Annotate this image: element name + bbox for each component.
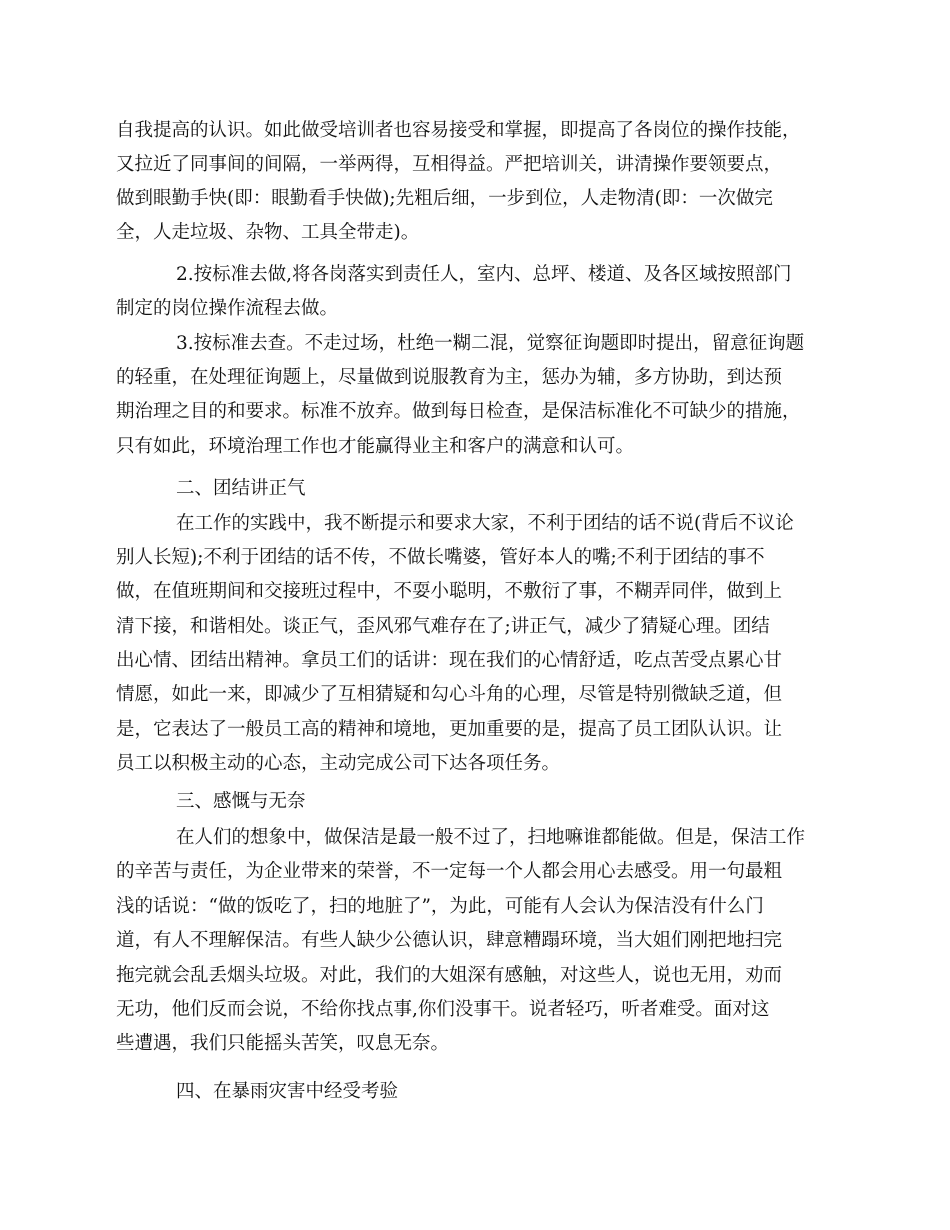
text-line: 制定的岗位操作流程去做。 — [116, 298, 339, 319]
text-line: 情愿，如此一来，即减少了互相猜疑和勾心斗角的心理，尽管是特别微缺乏道，但 — [116, 684, 783, 705]
text-line: 又拉近了同事间的间隔，一举两得，互相得益。严把培训关，讲清操作要领要点， — [116, 154, 783, 175]
text-line: 是，它表达了一般员工高的精神和境地，更加重要的是，提高了员工团队认识。让 — [116, 719, 783, 740]
text-line: 道，有人不理解保洁。有些人缺少公德认识，肆意糟蹋环境，当大姐们刚把地扫完 — [116, 930, 783, 951]
text-line: 浅的话说：“做的饭吃了，扫的地脏了”，为此，可能有人会认为保洁没有什么门 — [116, 896, 764, 917]
text-line: 别人长短);不利于团结的话不传，不做长嘴婆，管好本人的嘴;不利于团结的事不 — [116, 547, 765, 568]
text-line: 在人们的想象中，做保洁是最一般不过了，扫地嘛谁都能做。但是，保洁工作 — [176, 827, 806, 848]
text-line: 做，在值班期间和交接班过程中，不耍小聪明，不敷衍了事，不糊弄同伴，做到上 — [116, 581, 783, 602]
text-line: 无功，他们反而会说，不给你找点事,你们没事干。说者轻巧，听者难受。面对这 — [116, 999, 770, 1020]
text-line: 做到眼勤手快(即：眼勤看手快做);先粗后细，一步到位，人走物清(即：一次做完 — [116, 188, 773, 209]
text-line: 3.按标准去查。不走过场，杜绝一糊二混，觉察征询题即时提出，留意征询题 — [176, 333, 805, 354]
section-heading: 三、感慨与无奈 — [176, 791, 306, 812]
section-heading: 二、团结讲正气 — [176, 478, 306, 499]
text-line: 些遭遇，我们只能摇头苦笑，叹息无奈。 — [116, 1033, 450, 1054]
text-line: 2.按标准去做,将各岗落实到责任人，室内、总坪、楼道、及各区域按照部门 — [176, 264, 792, 285]
text-line: 的辛苦与责任，为企业带来的荣誉，不一定每一个人都会用心去感受。用一句最粗 — [116, 861, 783, 882]
text-line: 出心情、团结出精神。拿员工们的话讲：现在我们的心情舒适，吃点苦受点累心甘 — [116, 650, 783, 671]
text-line: 期治理之目的和要求。标准不放弃。做到每日检查，是保洁标准化不可缺少的措施， — [116, 401, 801, 422]
text-line: 自我提高的认识。如此做受培训者也容易接受和掌握，即提高了各岗位的操作技能， — [116, 120, 801, 141]
section-heading: 四、在暴雨灾害中经受考验 — [176, 1081, 399, 1102]
text-line: 清下接，和谐相处。谈正气，歪风邪气难存在了;讲正气，减少了猜疑心理。团结 — [116, 616, 770, 637]
text-line: 的轻重，在处理征询题上，尽量做到说服教育为主，惩办为辅，多方协助，到达预 — [116, 367, 783, 388]
text-line: 在工作的实践中，我不断提示和要求大家，不利于团结的话不说(背后不议论 — [176, 513, 794, 534]
text-line: 全，人走垃圾、杂物、工具全带走)。 — [116, 222, 420, 243]
text-line: 只有如此，环境治理工作也才能赢得业主和客户的满意和认可。 — [116, 436, 635, 457]
text-line: 拖完就会乱丢烟头垃圾。对此，我们的大姐深有感触，对这些人，说也无用，劝而 — [116, 965, 783, 986]
text-line: 员工以积极主动的心态，主动完成公司下达各项任务。 — [116, 753, 561, 774]
